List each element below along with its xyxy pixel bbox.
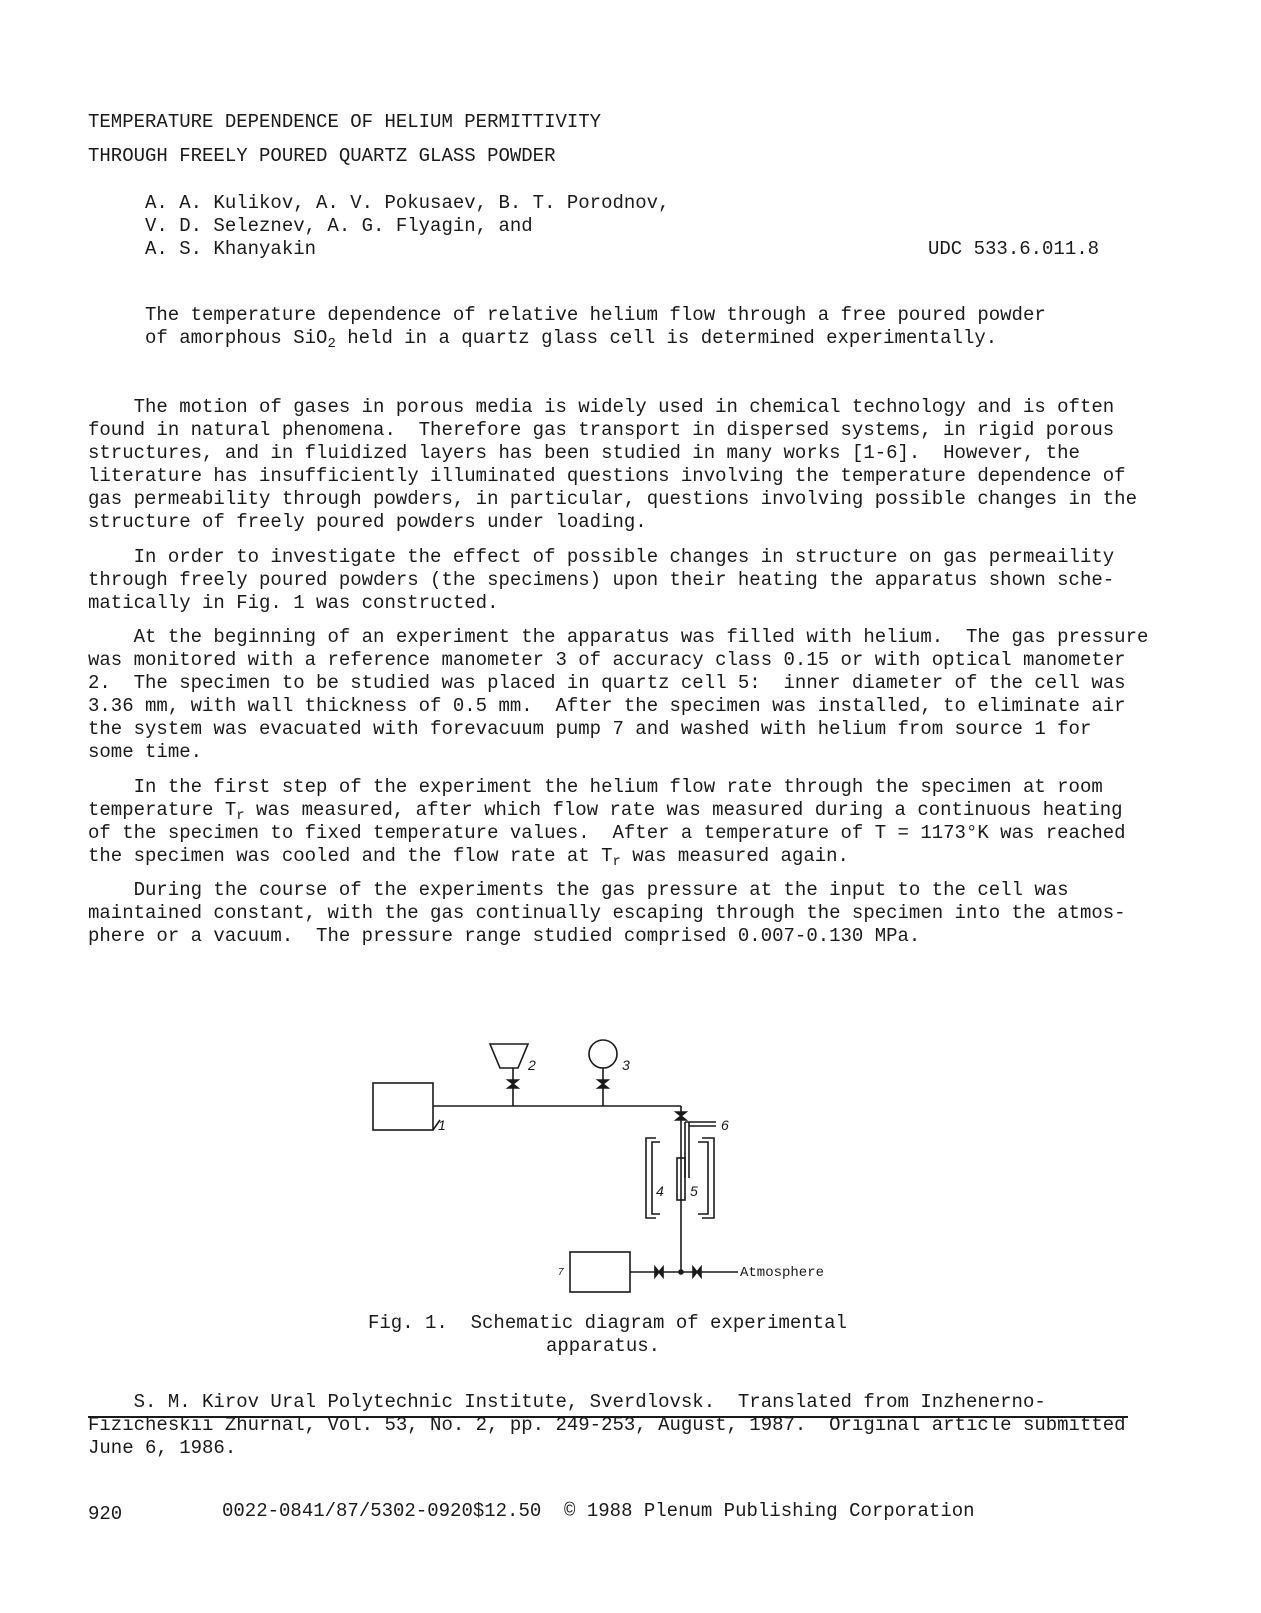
- text-line: 3.36 mm, with wall thickness of 0.5 mm. After the specimen was installed, to eliminate air: [88, 695, 1126, 717]
- abstract-text: of amorphous SiO: [145, 327, 328, 349]
- authors-line-3: A. S. Khanyakin: [145, 238, 317, 260]
- text-line: was monitored with a reference manometer 3 of accuracy class 0.15 or with optical manometer: [88, 649, 1126, 671]
- label-2: 2: [528, 1057, 536, 1073]
- valve-2: [508, 1080, 518, 1088]
- figure-caption-line-1: Fig. 1. Schematic diagram of experimental: [368, 1312, 847, 1334]
- text-line: In order to investigate the effect of possible changes in structure on gas permeaility: [88, 546, 1115, 568]
- label-1: 1: [438, 1117, 446, 1133]
- label-6: 6: [721, 1117, 729, 1133]
- text-line: During the course of the experiments the gas pressure at the input to the cell was: [88, 879, 1069, 901]
- page-number: 920: [88, 1503, 123, 1525]
- label-7: 7: [558, 1267, 564, 1278]
- apparatus-schematic: [360, 1030, 860, 1300]
- reference-manometer-3: [589, 1040, 617, 1068]
- text-line: gas permeability through powders, in particular, questions involving possible changes in the: [88, 488, 1137, 510]
- authors-line-2: V. D. Seleznev, A. G. Flyagin, and: [145, 215, 533, 237]
- text-line: literature has insufficiently illuminated questions involving the temperature dependence of: [88, 465, 1126, 487]
- footnote-line: June 6, 1986.: [88, 1437, 237, 1459]
- furnace-4-left: [646, 1138, 660, 1218]
- text-line: through freely poured powders (the specimens) upon their heating the apparatus shown sche-: [88, 569, 1115, 591]
- valve-3: [598, 1080, 608, 1088]
- helium-source-box: [373, 1083, 433, 1130]
- footnote-line: S. M. Kirov Ural Polytechnic Institute, Sverdlovsk. Translated from Inzhenerno-: [88, 1391, 1046, 1413]
- udc-code: UDC 533.6.011.8: [928, 238, 1100, 260]
- abstract-line-1: The temperature dependence of relative helium flow through a free poured powder: [145, 304, 1046, 326]
- paper-title-line-1: TEMPERATURE DEPENDENCE OF HELIUM PERMITTIVITY: [88, 111, 602, 133]
- text-line: The motion of gases in porous media is widely used in chemical technology and is often: [88, 396, 1115, 418]
- text-line: structures, and in fluidized layers has been studied in many works [1-6]. However, the: [88, 442, 1080, 464]
- subscript: r: [236, 808, 245, 824]
- text-segment: was measured again.: [620, 845, 849, 867]
- thermocouple-6: [685, 1122, 716, 1178]
- copyright-line: 0022-0841/87/5302-0920$12.50 © 1988 Plenum Publishing Corporation: [222, 1500, 975, 1522]
- text-line: 2. The specimen to be studied was placed in quartz cell 5: inner diameter of the cell was: [88, 672, 1126, 694]
- text-line: of the specimen to fixed temperature values. After a temperature of T = 1173°K was reached: [88, 822, 1126, 844]
- paper-title-line-2: THROUGH FREELY POURED QUARTZ GLASS POWDER: [88, 145, 556, 167]
- abstract-text: held in a quartz glass cell is determined experimentally.: [335, 327, 998, 349]
- text-line: At the beginning of an experiment the apparatus was filled with helium. The gas pressure: [88, 626, 1149, 648]
- label-3: 3: [622, 1057, 630, 1073]
- junction: [679, 1270, 683, 1274]
- subscript: r: [612, 854, 621, 870]
- abstract-line-2: [145, 327, 997, 350]
- text-line: matically in Fig. 1 was constructed.: [88, 592, 499, 614]
- optical-manometer-2: [490, 1044, 528, 1068]
- forevacuum-pump-7: [570, 1252, 630, 1292]
- text-line: maintained constant, with the gas continually escaping through the specimen into the atmos-: [88, 902, 1126, 924]
- text-segment: the specimen was cooled and the flow rate at T: [88, 845, 613, 867]
- text-line: phere or a vacuum. The pressure range studied comprised 0.007-0.130 MPa.: [88, 925, 921, 947]
- subscript: 2: [327, 336, 336, 352]
- figure-caption-line-2: apparatus.: [546, 1335, 661, 1357]
- text-segment: temperature T: [88, 799, 237, 821]
- label-4: 4: [656, 1183, 664, 1199]
- label-5: 5: [690, 1183, 698, 1199]
- footnote-line: Fizicheskii Zhurnal, Vol. 53, No. 2, pp. 249-253, August, 1987. Original article submitted: [88, 1414, 1126, 1436]
- text-line: [88, 799, 1123, 822]
- text-line: In the first step of the experiment the helium flow rate through the specimen at room: [88, 776, 1103, 798]
- authors-line-1: A. A. Kulikov, A. V. Pokusaev, B. T. Porodnov,: [145, 192, 670, 214]
- valve-pump: [655, 1267, 663, 1277]
- label-atmosphere: Atmosphere: [740, 1265, 825, 1281]
- text-line: structure of freely poured powders under loading.: [88, 511, 647, 533]
- text-line: some time.: [88, 741, 203, 763]
- furnace-4-right: [698, 1138, 714, 1218]
- text-line: [88, 845, 849, 868]
- valve-cell: [676, 1112, 686, 1120]
- text-line: the system was evacuated with forevacuum pump 7 and washed with helium from source 1 for: [88, 718, 1092, 740]
- text-line: found in natural phenomena. Therefore gas transport in dispersed systems, in rigid porous: [88, 419, 1115, 441]
- valve-atmosphere: [693, 1267, 701, 1277]
- text-segment: was measured, after which flow rate was measured during a continuous heating: [244, 799, 1123, 821]
